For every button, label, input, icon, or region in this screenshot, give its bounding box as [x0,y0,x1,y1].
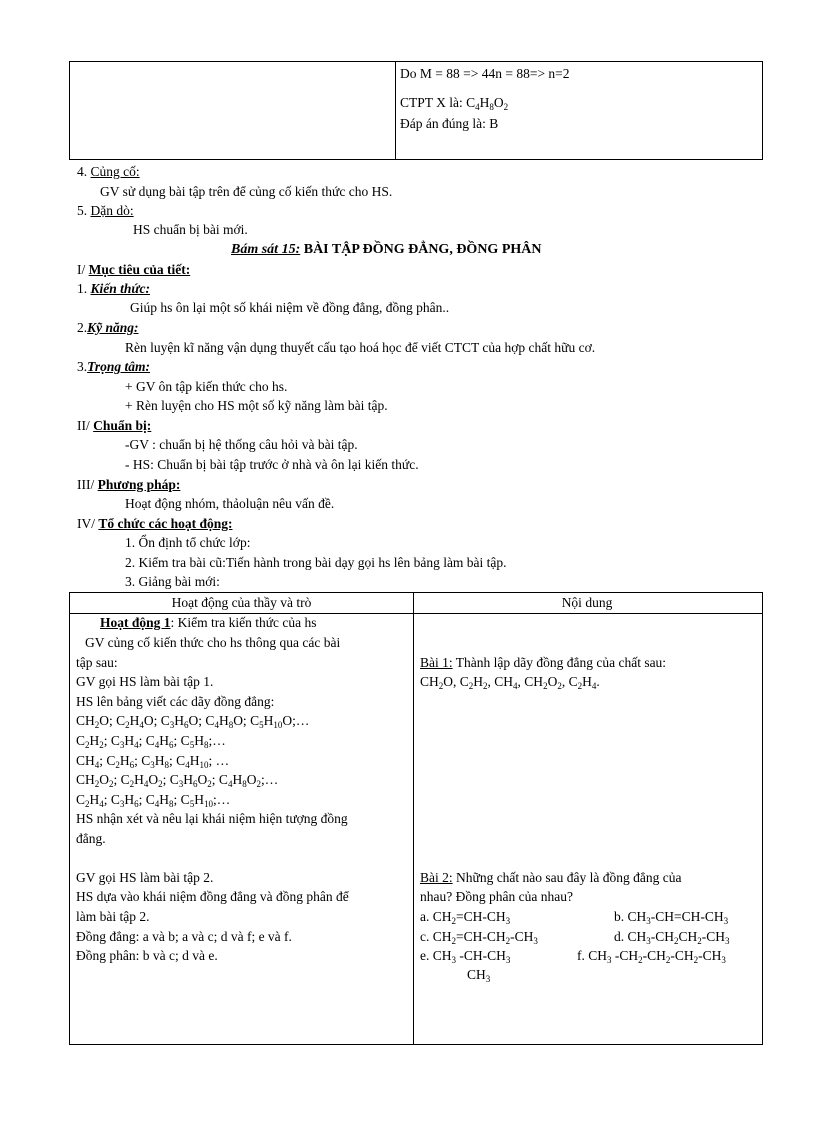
skills-heading: 2.Kỹ năng: [77,320,139,335]
main-table-header-divider [70,613,762,614]
lesson-title: Bám sát 15: BÀI TẬP ĐỒNG ĐẲNG, ĐỒNG PHÂN [231,242,542,257]
top-line-2: CTPT X là: $C_4H_8O_2$ [400,95,509,112]
focus-item-2: + Rèn luyện cho HS một số kỹ năng làm bài tập. [125,398,388,413]
board-line: HS lên bảng viết các dãy đồng đẳng: [76,694,275,709]
prep-item-2: - HS: Chuẩn bị bài tập trước ở nhà và ôn lại kiến thức. [125,457,419,472]
series-2: $C_2H_2$; $C_3H_4$; $C_4H_6$; $C_5H_8;\dots$ [76,733,226,750]
prep-heading: II/ Chuẩn bị: [77,418,152,433]
series-5: $C_2H_4$; $C_3H_6$; $C_4H_8$; $C_5H_{10};\dots$ [76,792,231,809]
series-4: $CH_2O_2$; $C_2H_4O_2$; $C_3H_6O_2$; $C_4H_8O_2;\dots$ [76,772,279,789]
exercise-2-prompt: Bài 2: Những chất nào sau đây là đồng đẳng của [420,870,682,885]
exercise-1-prompt: Bài 1: Thành lập dãy đồng đẳng của chất sau: [420,655,667,670]
exercise-1-compounds: $CH_2O$, $C_2H_2$, $CH_4$, $CH_2O_2$, $C_2H_4$. [420,674,600,691]
focus-item-1: + GV ôn tập kiến thức cho hs. [125,379,288,394]
based-line-2: làm bài tập 2. [76,909,150,924]
option-e-branch: $CH_3$ [467,967,491,984]
org-item-3: 3. Giảng bài mới: [125,574,220,589]
intro-line-1: GV củng cố kiến thức cho hs thông qua các bài [85,635,341,650]
top-line-1: Do M = 88 => 44n = 88=> n=2 [400,66,570,81]
org-heading: IV/ Tổ chức các hoạt động: [77,516,233,531]
section-4-text: GV sử dụng bài tập trên để củng cố kiến thức cho HS. [100,184,393,199]
call-exercise-1: GV gọi HS làm bài tập 1. [76,674,214,689]
col1-header: Hoạt động của thầy và trò [171,595,312,610]
intro-line-2: tập sau: [76,655,118,670]
option-c: c. $CH_2=CH-CH_2-CH_3$ [420,929,538,946]
activity-1-heading: Hoạt động 1: Kiểm tra kiến thức của hs [100,615,317,630]
org-item-2: 2. Kiểm tra bài cũ:Tiến hành trong bài dạy gọi hs lên bảng làm bài tập. [125,555,507,570]
main-table-col-divider [413,593,414,1044]
col2-header: Nội dung [561,595,613,610]
formula-c4h8o2: $C_4H_8O_2$ [466,95,509,112]
skills-text: Rèn luyện kĩ năng vận dụng thuyết cấu tạo hoá học để viết CTCT của hợp chất hữu cơ. [125,340,596,355]
isomer-answer: Đồng phân: b và c; d và e. [76,948,218,963]
focus-heading: 3.Trọng tâm: [77,359,151,374]
knowledge-heading: 1. Kiến thức: [77,281,150,296]
section-5-text: HS chuẩn bị bài mới. [133,222,248,237]
series-1: $CH_2O$; $C_2H_4O$; $C_3H_6O$; $C_4H_8O$; $C_5H_{10}O;\dots$ [76,713,310,730]
prep-item-1: -GV : chuẩn bị hệ thống câu hỏi và bài tập. [125,437,358,452]
method-text: Hoạt động nhóm, thảoluận nêu vấn đề. [125,496,335,511]
option-b: b. $CH_3-CH=CH-CH_3$ [614,909,729,926]
series-3: $CH_4$; $C_2H_6$; $C_3H_8$; $C_4H_{10}$; … [76,753,230,770]
exercise-2-prompt-2: nhau? Đồng phân của nhau? [420,889,573,904]
knowledge-text: Giúp hs ôn lại một số khái niệm về đồng đẳng, đồng phân.. [130,300,450,315]
method-heading: III/ Phương pháp: [77,477,181,492]
option-a: a. $CH_2=CH-CH_3$ [420,909,511,926]
call-exercise-2: GV gọi HS làm bài tập 2. [76,870,214,885]
top-table-divider [395,62,396,159]
top-line-3: Đáp án đúng là: B [400,116,499,131]
section-5-heading: 5. Dặn dò: [77,203,134,218]
objectives-heading: I/ Mục tiêu của tiết: [77,262,191,277]
based-line-1: HS dựa vào khái niệm đồng đẳng và đồng phân để [76,889,349,904]
homolog-answer: Đồng đẳng: a và b; a và c; d và f; e và f. [76,929,292,944]
option-e: e. $CH_3$ $-CH-CH_3$ [420,948,511,965]
org-item-1: 1. Ổn định tổ chức lớp: [125,535,251,550]
option-d: d. $CH_3-CH_2CH_2-CH_3$ [614,929,730,946]
remark-line-2: đẳng. [76,831,106,846]
remark-line-1: HS nhận xét và nêu lại khái niệm hiện tượng đồng [76,811,348,826]
section-4-heading: 4. Củng cố: [77,164,140,179]
option-f: f. $CH_3$ $-CH_2-CH_2-CH_2-CH_3$ [577,948,726,965]
